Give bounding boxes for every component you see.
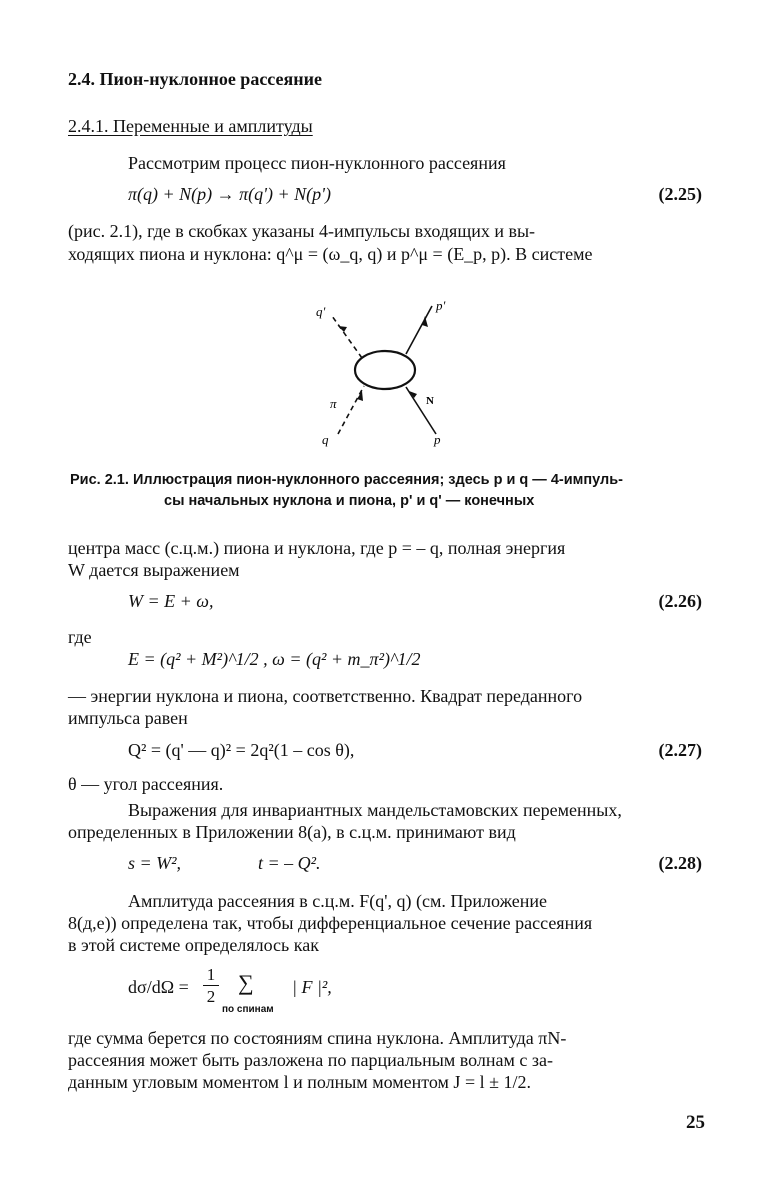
paragraph-line: рассеяния может быть разложена по парциальным волнам с за- <box>68 1050 553 1070</box>
nucleon-out-line <box>406 306 432 354</box>
theta-definition: θ — угол рассеяния. <box>68 774 224 794</box>
label-p: p <box>434 432 441 447</box>
label-N: N <box>426 395 434 407</box>
equation-formula-t: t = – Q². <box>258 853 321 873</box>
paragraph-line: Выражения для инвариантных мандельстамовских переменных, <box>128 800 622 820</box>
frac-denominator: 2 <box>206 987 216 1006</box>
equation-2-25 <box>128 183 702 205</box>
equation-cross-section <box>128 964 388 1014</box>
equation-2-26 <box>128 590 702 612</box>
caption-label: Рис. 2.1. <box>70 472 129 488</box>
label-p-prime: p' <box>436 298 446 313</box>
paragraph-line: 8(д,е)) определена так, чтобы дифференциальное сечение рассеяния <box>68 913 593 933</box>
paragraph-line: в этой системе определялось как <box>68 935 319 955</box>
page-number: 25 <box>686 1112 705 1133</box>
cross-rhs: | F |², <box>292 977 332 997</box>
scattering-diagram <box>300 292 460 452</box>
figure-caption <box>70 470 710 491</box>
equation-number: (2.28) <box>658 853 702 873</box>
label-q-prime: q' <box>316 304 326 319</box>
paragraph-line: где сумма берется по состояниям спина нуклона. Амплитуда πN- <box>68 1028 567 1048</box>
where-word: где <box>68 627 92 647</box>
label-pi: π <box>330 396 337 411</box>
equation-formula: π(q) + N(p) → π(q') + N(p') <box>128 184 331 204</box>
equation-formula-s: s = W², <box>128 853 182 873</box>
equation-energies: E = (q² + M²)^1/2 , ω = (q² + m_π²)^1/2 <box>128 649 421 669</box>
equation-number: (2.26) <box>658 591 702 611</box>
pion-in-line <box>338 386 364 434</box>
equation-formula: Q² = (q' — q)² = 2q²(1 – cos θ), <box>128 740 355 760</box>
paragraph-line: W дается выражением <box>68 560 240 580</box>
sum-subscript: по спинам <box>222 1004 274 1015</box>
arrow-icon <box>338 326 347 332</box>
equation-formula: W = E + ω, <box>128 591 214 611</box>
interaction-blob <box>355 351 415 389</box>
subsection-heading: 2.4.1. Переменные и амплитуды <box>68 116 313 136</box>
equation-number: (2.27) <box>658 740 702 760</box>
paragraph-intro: Рассмотрим процесс пион-нуклонного рассеяния <box>128 153 506 173</box>
caption-text-line2: сы начальных нуклона и пиона, p' и q' — конечных <box>164 493 535 509</box>
sum-sign: ∑ <box>238 970 254 995</box>
paragraph-line: Амплитуда рассеяния в с.ц.м. F(q', q) (см. Приложение <box>128 891 548 911</box>
pion-out-line <box>332 316 362 358</box>
cross-lhs: dσ/dΩ = <box>128 977 189 997</box>
paragraph-line: центра масс (с.ц.м.) пиона и нуклона, где p = – q, полная энергия <box>68 538 566 558</box>
paragraph-line: — энергии нуклона и пиона, соответственно. Квадрат переданного <box>68 686 583 706</box>
equation-2-28 <box>128 852 704 874</box>
caption-text: Иллюстрация пион-нуклонного рассеяния; здесь p и q — 4-импуль- <box>132 472 623 488</box>
section-heading: 2.4. Пион-нуклонное рассеяние <box>68 69 322 89</box>
paragraph-line: ходящих пиона и нуклона: q^μ = (ω_q, q) и p^μ = (E_p, p). В системе <box>68 244 593 264</box>
paragraph-line: (рис. 2.1), где в скобках указаны 4-импульсы входящих и вы- <box>68 221 536 241</box>
label-q: q <box>322 432 329 447</box>
paragraph-line: импульса равен <box>68 708 188 728</box>
equation-number: (2.25) <box>658 184 702 204</box>
frac-numerator: 1 <box>206 965 216 984</box>
paragraph-line: определенных в Приложении 8(а), в с.ц.м. принимают вид <box>68 822 516 842</box>
paragraph-line: данным угловым моментом l и полным моментом J = l ± 1/2. <box>68 1072 531 1092</box>
equation-2-27 <box>128 739 702 761</box>
